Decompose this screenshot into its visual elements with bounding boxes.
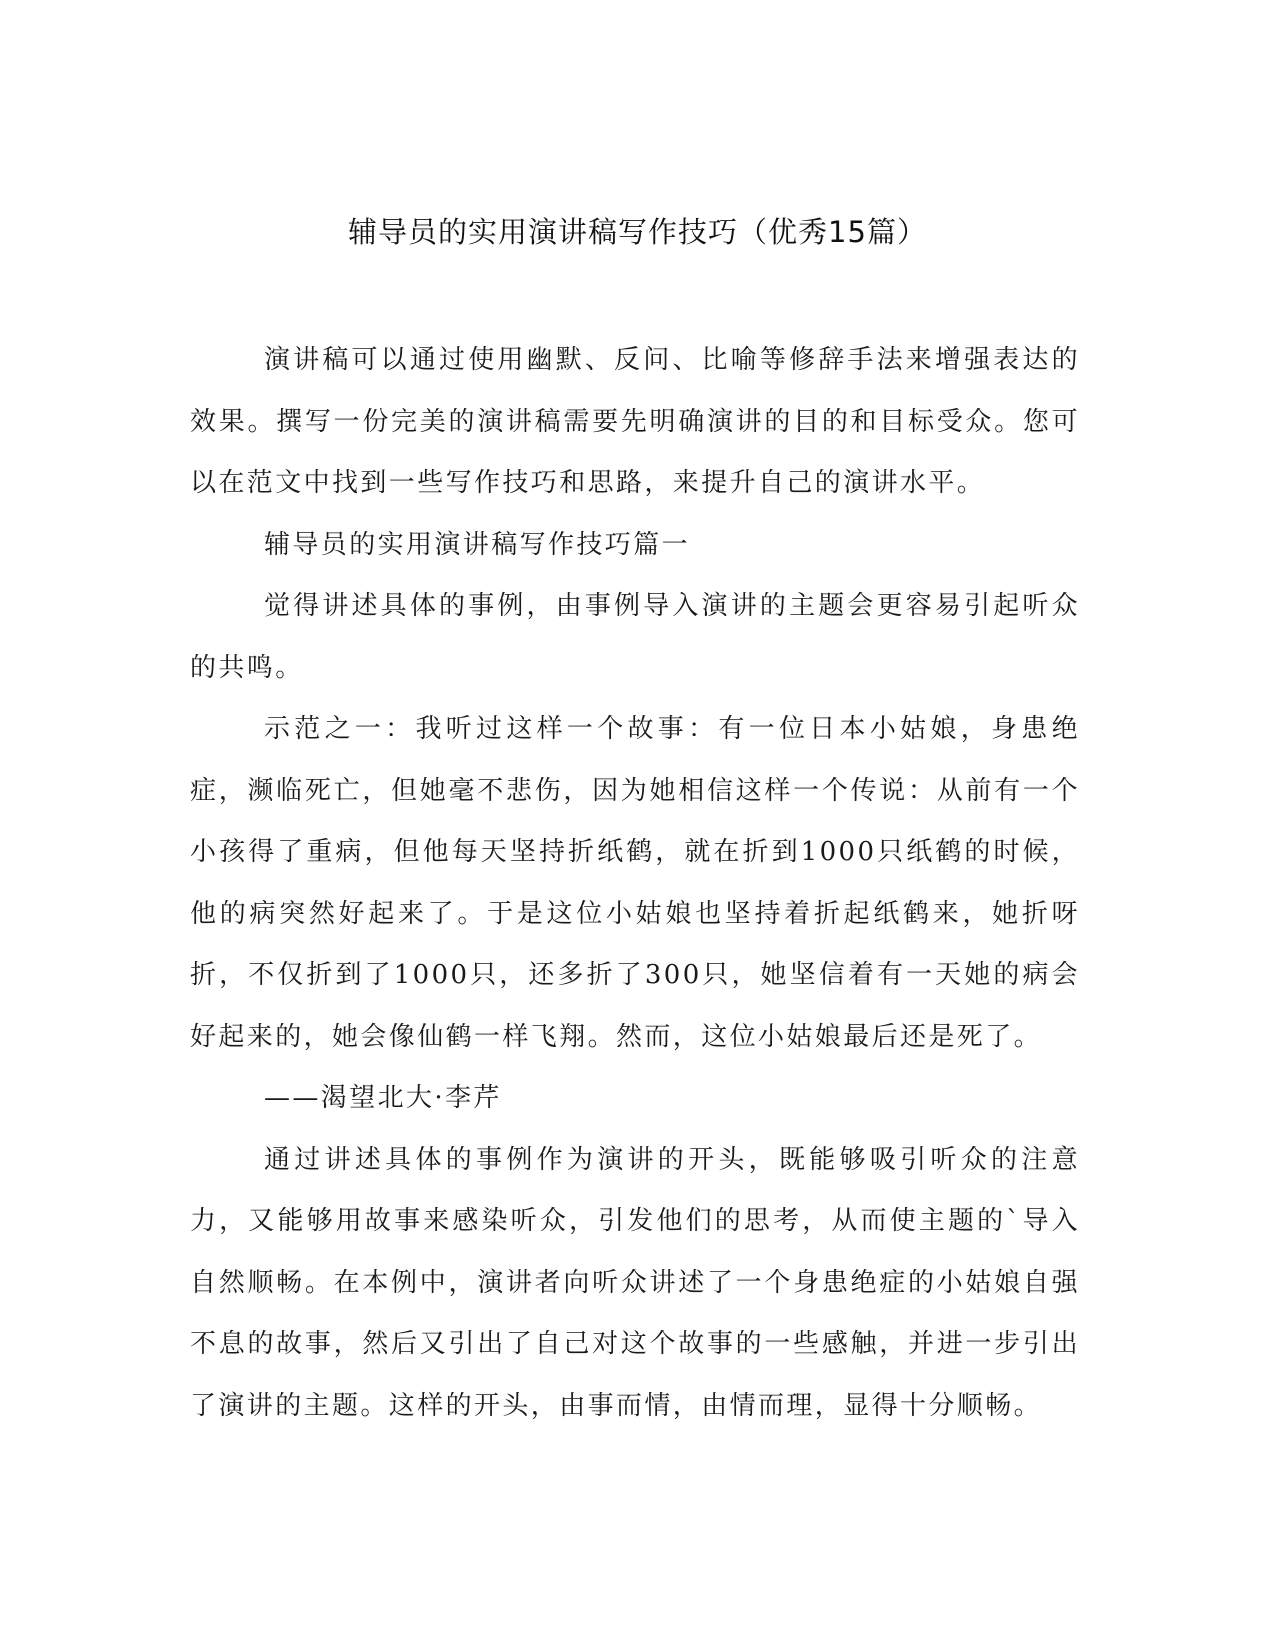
document-title: 辅导员的实用演讲稿写作技巧（优秀15篇） — [348, 215, 927, 249]
section-heading: 辅导员的实用演讲稿写作技巧篇一 — [264, 529, 691, 560]
example-paragraph: 示范之一：我听过这样一个故事：有一位日本小姑娘，身患绝症，濒临死亡，但她毫不悲伤，因为她相信这样一个传说：从前有一个小孩得了重病，但他每天坚持折纸鹤，就在折到1000只纸鹤的时候，他的病突然好起来了。于是这位小姑娘也坚持着折起纸鹤来，她折呀折，不仅折到了1000只，还多折了300只，她坚信着有一天她的病会好起来的，她会像仙鹤一样飞翔。然而，这位小姑娘最后还是死了。 — [190, 714, 1080, 1052]
intro-paragraph: 演讲稿可以通过使用幽默、反问、比喻等修辞手法来增强表达的效果。撰写一份完美的演讲稿需要先明确演讲的目的和目标受众。您可以在范文中找到一些写作技巧和思路，来提升自己的演讲水平。 — [190, 345, 1080, 498]
body-paragraph: 觉得讲述具体的事例，由事例导入演讲的主题会更容易引起听众的共鸣。 — [190, 591, 1080, 683]
attribution-line: ——渴望北大·李芹 — [264, 1083, 502, 1113]
analysis-paragraph: 通过讲述具体的事例作为演讲的开头，既能够吸引听众的注意力，又能够用故事来感染听众，引发他们的思考，从而使主题的`导入自然顺畅。在本例中，演讲者向听众讲述了一个身患绝症的小姑娘自强不息的故事，然后又引出了自己对这个故事的一些感触，并进一步引出了演讲的主题。这样的开头，由事而情，由情而理，显得十分顺畅。 — [190, 1144, 1080, 1421]
document-body — [190, 330, 1080, 1437]
